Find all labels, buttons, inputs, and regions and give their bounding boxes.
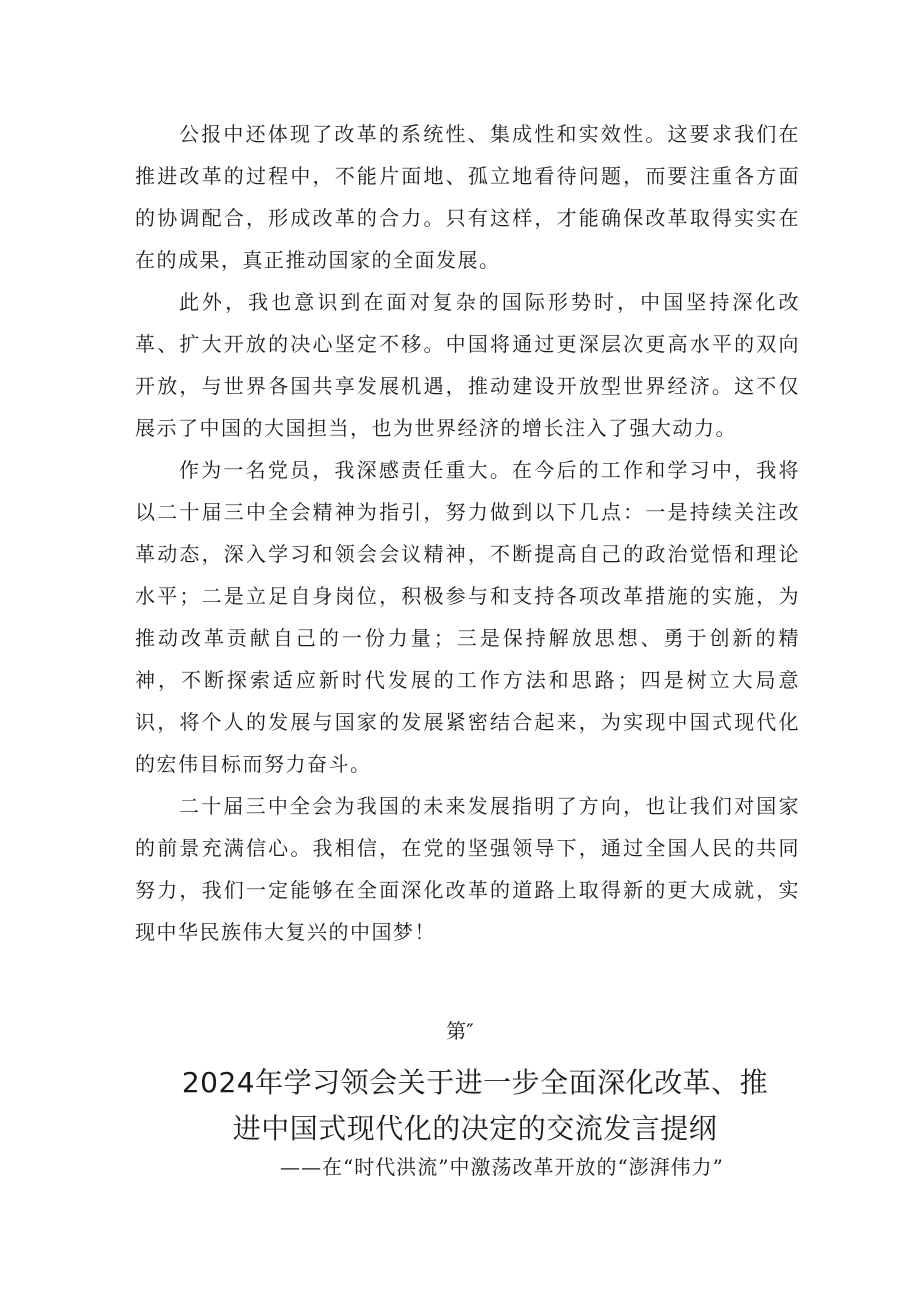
paragraph-2: 此外，我也意识到在面对复杂的国际形势时，中国坚持深化改革、扩大开放的决心坚定不移。中国将通过更深层次更高水平的双向开放，与世界各国共享发展机遇，推动建设开放型世界经济。这不仅展示了中国的大国担当，也为世界经济的增长注入了强大动力。 — [135, 290, 800, 440]
section-mark: 第″ — [446, 1019, 474, 1043]
document-title: 2024年学习领会关于进一步全面深化改革、推进中国式现代化的决定的交流发言提纲 — [181, 1066, 769, 1145]
paragraph-1: 公报中还体现了改革的系统性、集成性和实效性。这要求我们在推进改革的过程中，不能片面地、孤立地看待问题，而要注重各方面的协调配合，形成改革的合力。只有这样，才能确保改革取得实实在在的成果，真正推动国家的全面发展。 — [135, 122, 800, 272]
paragraph-4: 二十届三中全会为我国的未来发展指明了方向，也让我们对国家的前景充满信心。我相信，在党的坚强领导下，通过全国人民的共同努力，我们一定能够在全面深化改革的道路上取得新的更大成就，实现中华民族伟大复兴的中国梦！ — [135, 794, 800, 944]
document-subtitle: ——在“时代洪流”中激荡改革开放的“澎湃伟力” — [280, 1155, 724, 1179]
body-text — [135, 113, 800, 953]
paragraph-3: 作为一名党员，我深感责任重大。在今后的工作和学习中，我将以二十届三中全会精神为指引，努力做到以下几点：一是持续关注改革动态，深入学习和领会会议精神，不断提高自己的政治觉悟和理论水平；二是立足自身岗位，积极参与和支持各项改革措施的实施，为推动改革贡献自己的一份力量；三是保持解放思想、勇于创新的精神，不断探索适应新时代发展的工作方法和思路；四是树立大局意识，将个人的发展与国家的发展紧密结合起来，为实现中国式现代化的宏伟目标而努力奋斗。 — [135, 458, 800, 776]
